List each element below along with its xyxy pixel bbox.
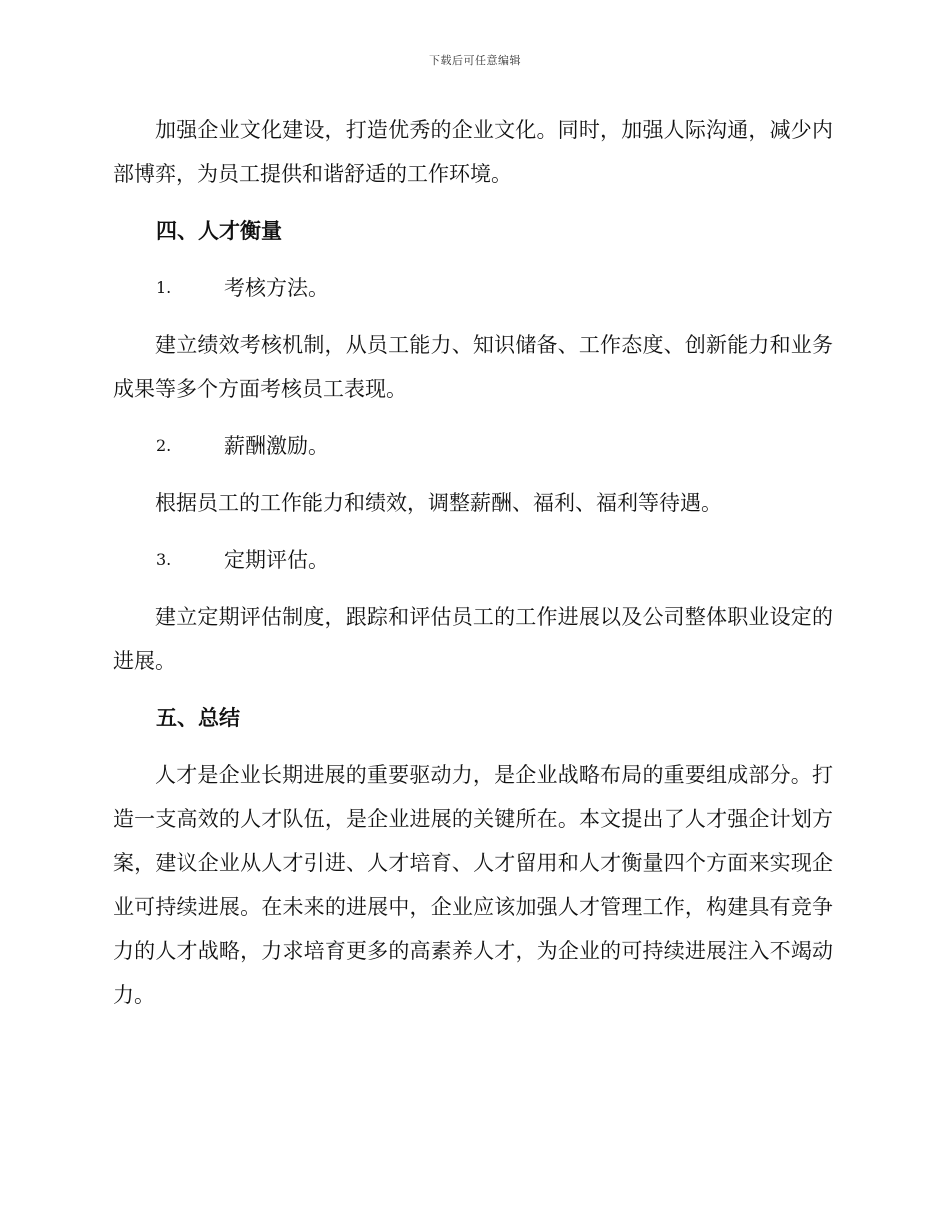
list-item-number: 2. — [156, 436, 172, 455]
list-item-compensation — [113, 424, 833, 468]
section-heading-talent-measure: 四、人才衡量 — [156, 219, 282, 243]
section-heading-summary: 五、总结 — [156, 706, 240, 730]
list-item-number: 3. — [156, 550, 172, 569]
list-item-title: 薪酬激励。 — [224, 434, 329, 458]
paragraph-summary: 人才是企业长期进展的重要驱动力，是企业战略布局的重要组成部分。打造一支高效的人才队伍，是企业进展的关键所在。本文提出了人才强企计划方案，建议企业从人才引进、人才培育、人才留用和人才衡量四个方面来实现企业可持续进展。在未来的进展中，企业应该加强人才管理工作，构建具有竞争力的人才战略，力求培育更多的高素养人才，为企业的可持续进展注入不竭动力。 — [113, 763, 833, 1007]
paragraph-evaluation: 建立定期评估制度，跟踪和评估员工的工作进展以及公司整体职业设定的进展。 — [113, 605, 833, 673]
list-item-evaluation — [113, 538, 833, 582]
list-item-number: 1. — [156, 278, 172, 297]
paragraph-compensation: 根据员工的工作能力和绩效，调整薪酬、福利、福利等待遇。 — [155, 491, 722, 515]
list-item-assessment — [113, 266, 833, 310]
page-header: 下载后可任意编辑 — [429, 54, 521, 67]
paragraph-assessment: 建立绩效考核机制，从员工能力、知识储备、工作态度、创新能力和业务成果等多个方面考核员工表现。 — [113, 333, 833, 401]
list-item-title: 考核方法。 — [224, 276, 329, 300]
paragraph-culture: 加强企业文化建设，打造优秀的企业文化。同时，加强人际沟通，减少内部博弈，为员工提供和谐舒适的工作环境。 — [113, 118, 833, 186]
document-body — [113, 108, 833, 1030]
list-item-title: 定期评估。 — [224, 548, 329, 572]
